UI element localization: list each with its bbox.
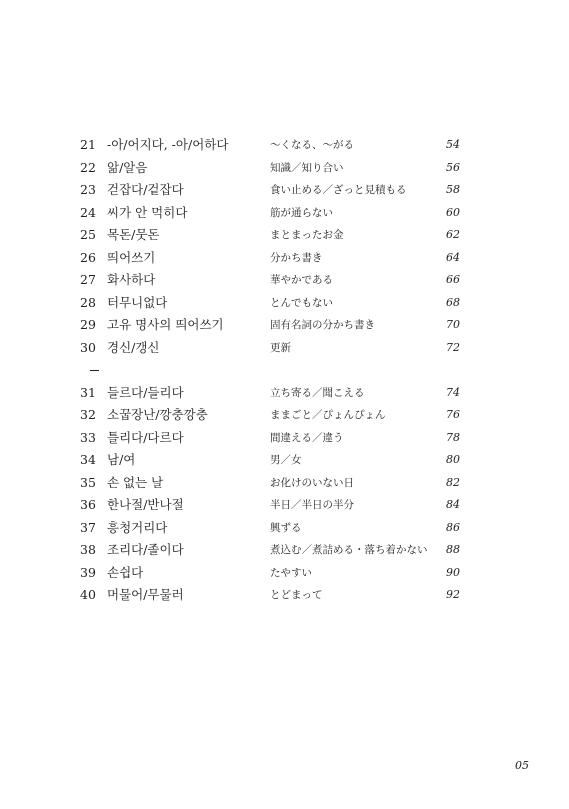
toc-entry[interactable]	[80, 472, 460, 495]
separator-dash	[90, 370, 99, 371]
entry-page-number: 72	[446, 340, 460, 354]
entry-page-number: 70	[446, 318, 460, 331]
entry-number: 24	[80, 204, 96, 220]
entry-page-number: 68	[446, 295, 460, 309]
entry-korean-title: 목돈/뭇돈	[107, 227, 160, 242]
entry-number: 30	[80, 339, 96, 355]
toc-entry[interactable]	[80, 157, 460, 180]
entry-japanese-title: 知識／知り合い	[270, 161, 344, 174]
entry-number: 39	[80, 564, 96, 580]
toc-entry[interactable]	[80, 404, 460, 427]
entry-japanese-title: お化けのいない日	[270, 476, 354, 489]
entry-japanese-title: 食い止める／ざっと見積もる	[270, 184, 407, 196]
entry-page-number: 62	[446, 228, 460, 241]
entry-number: 28	[80, 294, 96, 310]
entry-number: 37	[80, 519, 96, 535]
entry-japanese-title: とんでもない	[270, 296, 333, 309]
entry-japanese-title: 間違える／違う	[270, 431, 344, 444]
toc-entry[interactable]	[80, 382, 460, 405]
entry-number: 22	[80, 159, 96, 175]
entry-page-number: 74	[446, 385, 460, 399]
entry-number: 34	[80, 452, 96, 467]
toc-entry[interactable]	[80, 134, 460, 157]
entry-korean-title: 경신/갱신	[107, 339, 160, 355]
entry-number: 38	[80, 542, 96, 557]
entry-korean-title: -아/어지다, -아/어하다	[107, 137, 229, 152]
entry-korean-title: 소꿉장난/깡충깡충	[107, 407, 208, 422]
entry-page-number: 82	[446, 475, 460, 489]
entry-number: 27	[80, 272, 96, 287]
toc-entry[interactable]	[80, 449, 460, 472]
toc-entry[interactable]	[80, 292, 460, 315]
toc-group-2	[80, 382, 460, 607]
entry-number: 33	[80, 429, 96, 445]
entry-page-number: 56	[446, 160, 460, 174]
entry-page-number: 84	[446, 498, 460, 511]
entry-japanese-title: 更新	[270, 341, 291, 354]
entry-number: 31	[80, 384, 96, 400]
toc-entry[interactable]	[80, 539, 460, 562]
entry-korean-title: 머물어/무물러	[107, 587, 184, 602]
entry-page-number: 90	[446, 565, 460, 579]
toc-entry[interactable]	[80, 584, 460, 607]
toc-entry[interactable]	[80, 247, 460, 270]
entry-number: 23	[80, 182, 96, 197]
entry-korean-title: 손 없는 날	[107, 474, 164, 490]
entry-japanese-title: 分かち書き	[270, 251, 323, 264]
entry-korean-title: 들르다/들리다	[107, 384, 184, 400]
entry-japanese-title: 男／女	[270, 454, 302, 466]
entry-japanese-title: 興ずる	[270, 521, 302, 534]
toc-group-1	[80, 134, 460, 359]
entry-korean-title: 고유 명사의 띄어쓰기	[107, 317, 224, 332]
toc-entry[interactable]	[80, 224, 460, 247]
entry-page-number: 92	[446, 588, 460, 601]
table-of-contents	[80, 134, 460, 607]
toc-entry[interactable]	[80, 517, 460, 540]
entry-number: 35	[80, 474, 96, 490]
toc-entry[interactable]	[80, 202, 460, 225]
entry-korean-title: 띄어쓰기	[107, 249, 156, 265]
entry-page-number: 66	[446, 273, 460, 286]
entry-page-number: 78	[446, 430, 460, 444]
toc-entry[interactable]	[80, 269, 460, 292]
toc-entry[interactable]	[80, 337, 460, 360]
entry-page-number: 76	[446, 408, 460, 421]
page-number: 05	[515, 759, 529, 772]
section-separator	[80, 359, 460, 382]
entry-japanese-title: ままごと／ぴょんぴょん	[270, 409, 386, 421]
entry-korean-title: 흥청거리다	[107, 519, 168, 535]
entry-korean-title: 조리다/졸이다	[107, 542, 184, 557]
entry-korean-title: 앎/알음	[107, 159, 148, 175]
entry-korean-title: 걷잡다/겉잡다	[107, 182, 184, 197]
entry-korean-title: 터무니없다	[107, 294, 168, 310]
entry-page-number: 64	[446, 250, 460, 264]
entry-japanese-title: とどまって	[270, 589, 323, 601]
entry-number: 32	[80, 407, 96, 422]
entry-number: 26	[80, 249, 96, 265]
entry-page-number: 86	[446, 520, 460, 534]
entry-korean-title: 한나절/반나절	[107, 497, 184, 512]
entry-number: 40	[80, 587, 96, 602]
entry-korean-title: 남/여	[107, 452, 136, 467]
entry-japanese-title: 華やかである	[270, 274, 333, 286]
entry-korean-title: 화사하다	[107, 272, 156, 287]
toc-entry[interactable]	[80, 314, 460, 337]
entry-number: 25	[80, 227, 96, 242]
entry-page-number: 88	[446, 543, 460, 556]
entry-japanese-title: 半日／半日の半分	[270, 499, 354, 511]
entry-japanese-title: ～くなる、～がる	[270, 139, 354, 151]
entry-japanese-title: 筋が通らない	[270, 206, 333, 219]
entry-page-number: 58	[446, 183, 460, 196]
entry-number: 36	[80, 497, 96, 512]
entry-japanese-title: 固有名詞の分かち書き	[270, 319, 375, 331]
entry-korean-title: 틀리다/다르다	[107, 429, 184, 445]
toc-entry[interactable]	[80, 179, 460, 202]
entry-page-number: 60	[446, 205, 460, 219]
entry-japanese-title: たやすい	[270, 566, 312, 579]
entry-japanese-title: まとまったお金	[270, 229, 344, 241]
toc-entry[interactable]	[80, 427, 460, 450]
entry-number: 21	[80, 137, 96, 152]
entry-page-number: 54	[446, 138, 460, 151]
entry-korean-title: 손쉽다	[107, 564, 144, 580]
entry-number: 29	[80, 317, 96, 332]
toc-entry[interactable]	[80, 494, 460, 517]
entry-page-number: 80	[446, 453, 460, 466]
entry-korean-title: 씨가 안 먹히다	[107, 204, 188, 220]
entry-japanese-title: 煮込む／煮詰める・落ち着かない	[270, 544, 428, 556]
entry-japanese-title: 立ち寄る／聞こえる	[270, 386, 365, 399]
toc-entry[interactable]	[80, 562, 460, 585]
